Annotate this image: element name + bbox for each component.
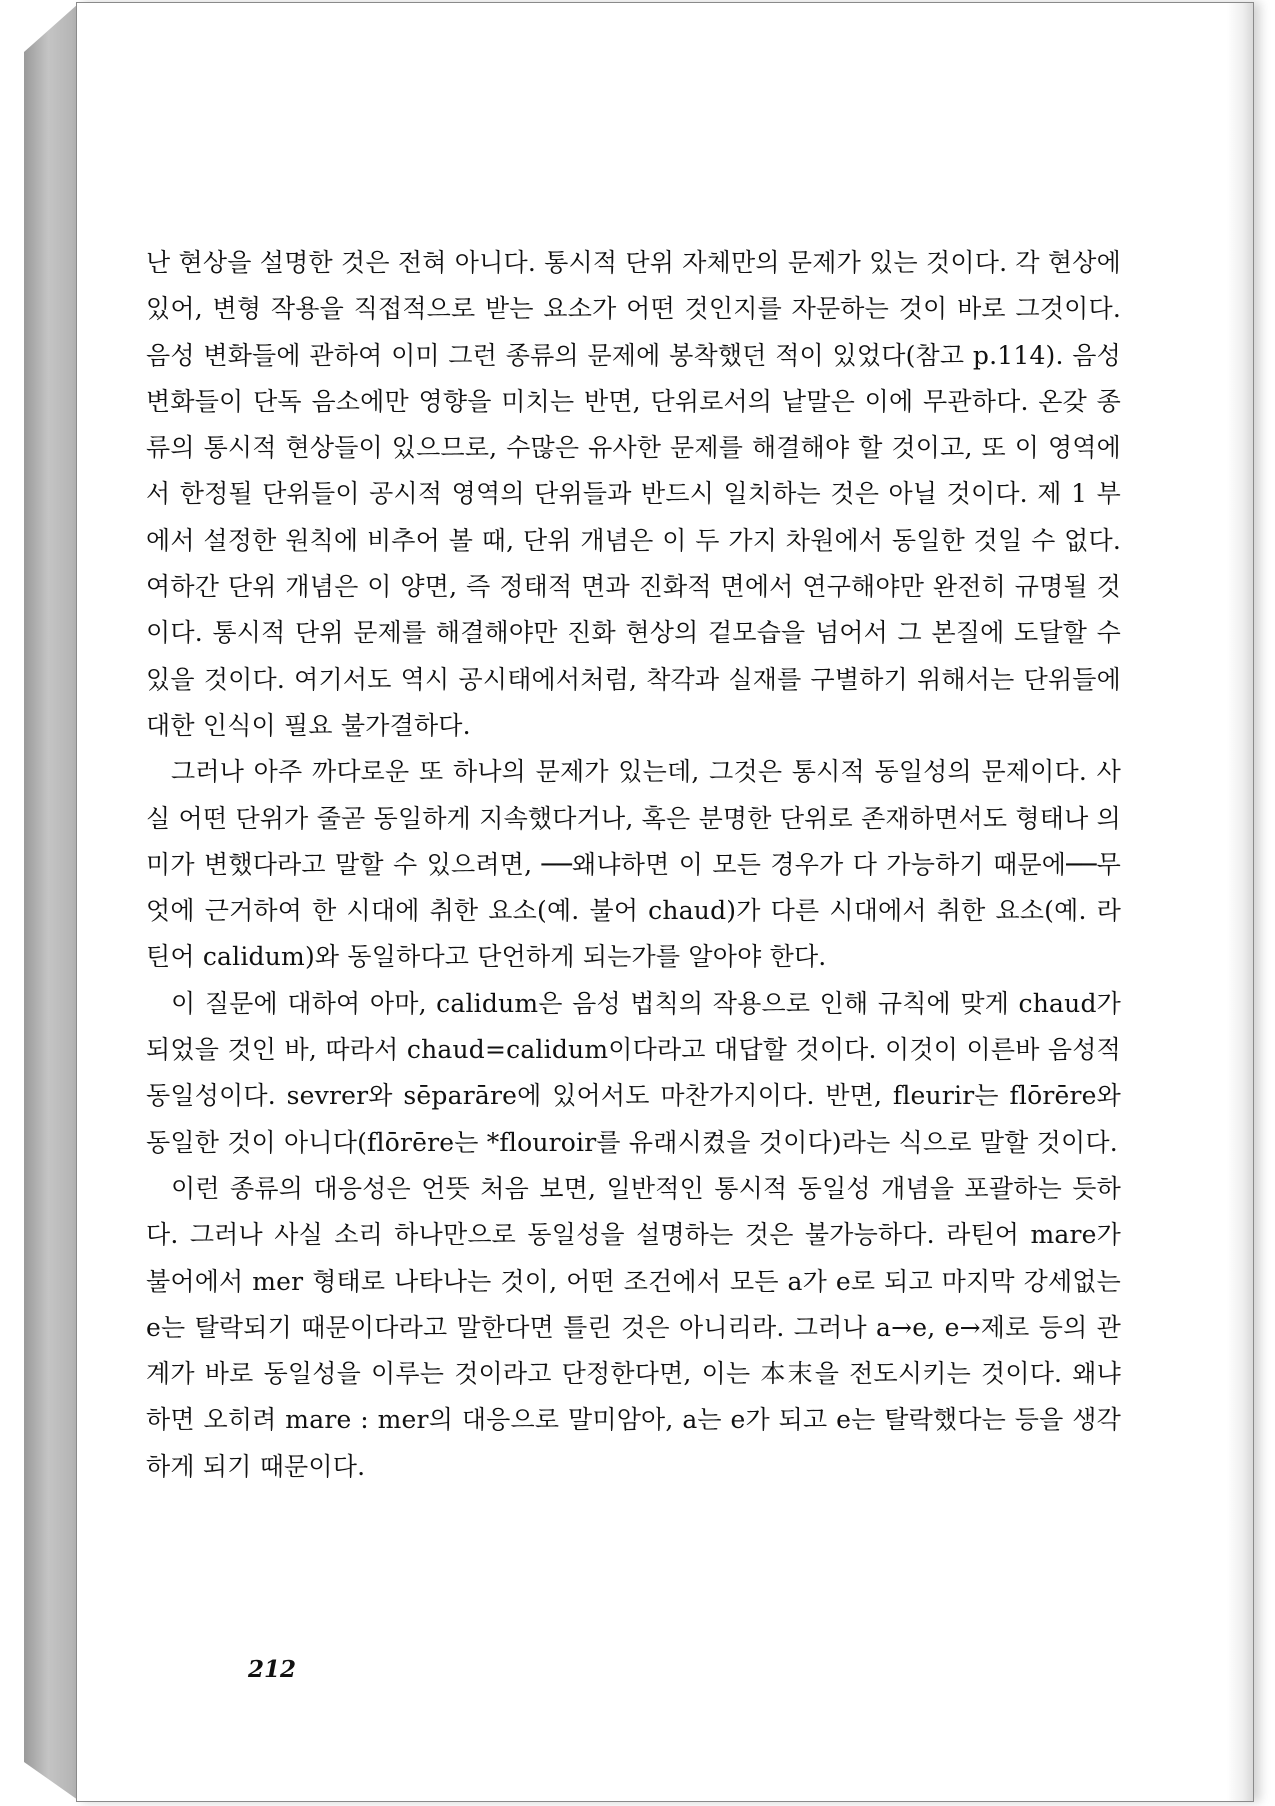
- paragraph-2: 그러나 아주 까다로운 또 하나의 문제가 있는데, 그것은 통시적 동일성의 문제이다. 사실 어떤 단위가 줄곧 동일하게 지속했다거나, 혹은 분명한 단위로 존재하면서도 형태나 의미가 변했다라고 말할 수 있으려면, ──왜냐하면 이 모든 경우가 다 가능하기 때문에──무엇에 근거하여 한 시대에 취한 요소(예. 불어 chaud)가 다른 시대에서 취한 요소(예. 라틴어 calidum)와 동일하다고 단언하게 되는가를 알아야 한다.: [146, 757, 1121, 972]
- body-text: [146, 240, 1121, 1490]
- page-edge: [1227, 3, 1253, 1801]
- paragraph-3: 이 질문에 대하여 아마, calidum은 음성 법칙의 작용으로 인해 규칙에 맞게 chaud가 되었을 것인 바, 따라서 chaud=calidum이다라고 대답할 것이다. 이것이 이른바 음성적 동일성이다. sevrer와 sēparāre에 있어서도 마찬가지이다. 반면, fleurir는 flōrēre와 동일한 것이 아니다(flōrēre는 *flouroir를 유래시켰을 것이다)라는 식으로 말할 것이다.: [146, 988, 1121, 1157]
- paragraph-4: 이런 종류의 대응성은 언뜻 처음 보면, 일반적인 통시적 동일성 개념을 포괄하는 듯하다. 그러나 사실 소리 하나만으로 동일성을 설명하는 것은 불가능하다. 라틴어 mare가 불어에서 mer 형태로 나타나는 것이, 어떤 조건에서 모든 a가 e로 되고 마지막 강세없는 e는 탈락되기 때문이다라고 말한다면 틀린 것은 아니리라. 그러나 a→e, e→제로 등의 관계가 바로 동일성을 이루는 것이라고 단정한다면, 이는 本末을 전도시키는 것이다. 왜냐하면 오히려 mare : mer의 대응으로 말미암아, a는 e가 되고 e는 탈락했다는 등을 생각하게 되기 때문이다.: [146, 1173, 1121, 1481]
- book-spine: [24, 4, 78, 1800]
- page-number: 212: [248, 1656, 297, 1683]
- paragraph-1: 난 현상을 설명한 것은 전혀 아니다. 통시적 단위 자체만의 문제가 있는 것이다. 각 현상에 있어, 변형 작용을 직접적으로 받는 요소가 어떤 것인지를 자문하는 것이 바로 그것이다. 음성 변화들에 관하여 이미 그런 종류의 문제에 봉착했던 적이 있었다(참고 p.114). 음성 변화들이 단독 음소에만 영향을 미치는 반면, 단위로서의 낱말은 이에 무관하다. 온갖 종류의 통시적 현상들이 있으므로, 수많은 유사한 문제를 해결해야 할 것이고, 또 이 영역에서 한정될 단위들이 공시적 영역의 단위들과 반드시 일치하는 것은 아닐 것이다. 제 1 부에서 설정한 원칙에 비추어 볼 때, 단위 개념은 이 두 가지 차원에서 동일한 것일 수 없다. 여하간 단위 개념은 이 양면, 즉 정태적 면과 진화적 면에서 연구해야만 완전히 규명될 것이다. 통시적 단위 문제를 해결해야만 진화 현상의 겉모습을 넘어서 그 본질에 도달할 수 있을 것이다. 여기서도 역시 공시태에서처럼, 착각과 실재를 구별하기 위해서는 단위들에 대한 인식이 필요 불가결하다.: [146, 248, 1121, 740]
